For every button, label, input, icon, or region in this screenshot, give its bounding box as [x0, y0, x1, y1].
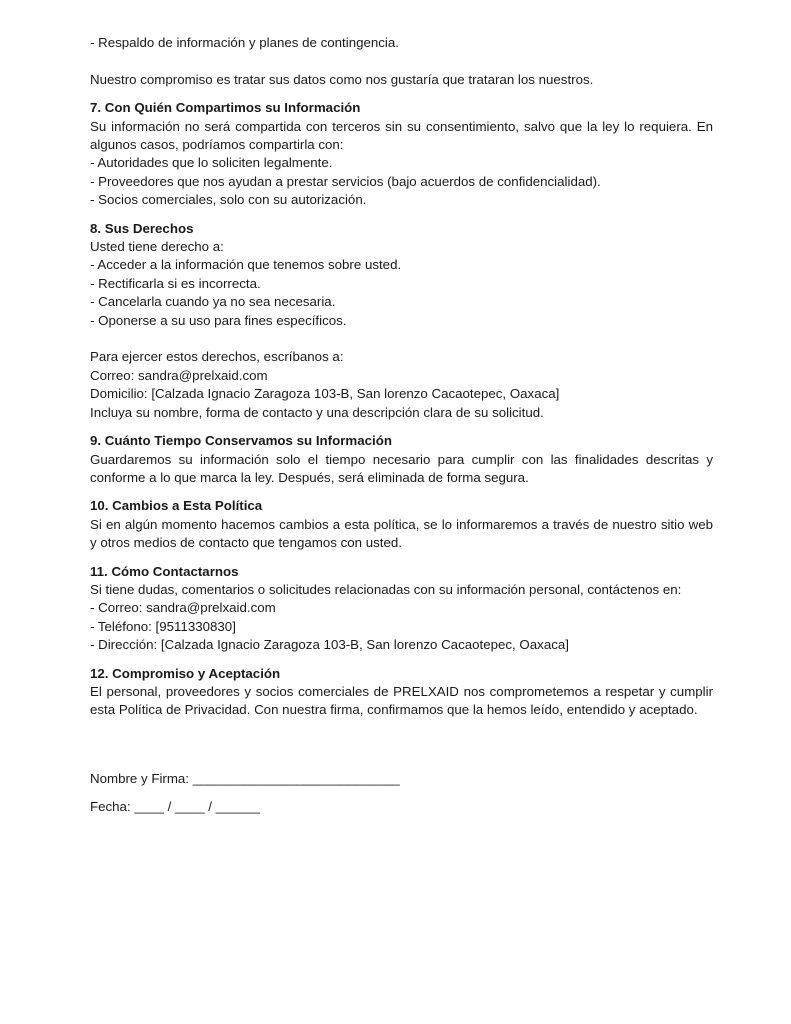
section-11-title: 11. Cómo Contactarnos [90, 563, 239, 579]
section-12 [90, 665, 713, 720]
section-10-paragraph: Si en algún momento hacemos cambios a esta política, se lo informaremos a través de nuestro sitio web y otros medios de contacto que tengamos con usted. [90, 516, 713, 551]
section-7-title: 7. Con Quién Compartimos su Información [90, 100, 361, 116]
exercise-rights-text: Para ejercer estos derechos, escríbanos a: [90, 349, 344, 365]
section-7 [90, 99, 713, 209]
include-info-text: Incluya su nombre, forma de contacto y una descripción clara de su solicitud. [90, 404, 544, 420]
section-10 [90, 497, 713, 552]
list-item: - Oponerse a su uso para fines específicos. [90, 312, 347, 328]
list-item: - Acceder a la información que tenemos sobre usted. [90, 257, 402, 273]
list-item: - Socios comerciales, solo con su autorización. [90, 192, 367, 208]
section-10-title: 10. Cambios a Esta Política [90, 498, 263, 514]
list-item: - Correo: sandra@prelxaid.com [90, 600, 276, 616]
section-9-paragraph: Guardaremos su información solo el tiempo necesario para cumplir con las finalidades descritas y conforme a lo que marca la ley. Después, será eliminada de forma segura. [90, 451, 713, 485]
section-11 [90, 563, 713, 655]
signature-name-line[interactable]: Nombre y Firma: ____________________________ [90, 770, 400, 786]
document-page [90, 34, 713, 817]
list-item: - Dirección: [Calzada Ignacio Zaragoza 103-B, San lorenzo Cacaotepec, Oaxaca] [90, 637, 569, 653]
list-item: - Rectificarla si es incorrecta. [90, 275, 261, 291]
section-8-intro: Usted tiene derecho a: [90, 239, 224, 255]
section-12-paragraph: El personal, proveedores y socios comerciales de PRELXAID nos comprometemos a respetar y cumplir esta Política de Privacidad. Con nuestra firma, confirmamos que la hemos leído, entendido y aceptado. [90, 683, 713, 718]
bullet-backup: - Respaldo de información y planes de contingencia. [90, 35, 399, 50]
section-9 [90, 432, 713, 487]
list-item: - Teléfono: [9511330830] [90, 618, 236, 634]
section-7-paragraph: Su información no será compartida con terceros sin su consentimiento, salvo que la ley lo requiera. En algunos casos, podríamos compartirla con: [90, 118, 713, 153]
section-12-title: 12. Compromiso y Aceptación [90, 665, 281, 681]
contact-email: Correo: sandra@prelxaid.com [90, 367, 268, 383]
contact-address: Domicilio: [Calzada Ignacio Zaragoza 103-B, San lorenzo Cacaotepec, Oaxaca] [90, 386, 560, 402]
section-8-title: 8. Sus Derechos [90, 220, 194, 236]
signature-date-line[interactable]: Fecha: ____ / ____ / ______ [90, 799, 261, 815]
section-11-intro: Si tiene dudas, comentarios o solicitudes relacionadas con su información personal, contáctenos en: [90, 581, 682, 597]
list-item: - Proveedores que nos ayudan a prestar servicios (bajo acuerdos de confidencialidad). [90, 173, 601, 189]
list-item: - Autoridades que lo soliciten legalmente. [90, 155, 333, 171]
commitment-statement: Nuestro compromiso es tratar sus datos como nos gustaría que trataran los nuestros. [90, 71, 594, 87]
section-8 [90, 220, 713, 422]
list-item: - Cancelarla cuando ya no sea necesaria. [90, 294, 336, 310]
section-9-title: 9. Cuánto Tiempo Conservamos su Información [90, 433, 392, 449]
